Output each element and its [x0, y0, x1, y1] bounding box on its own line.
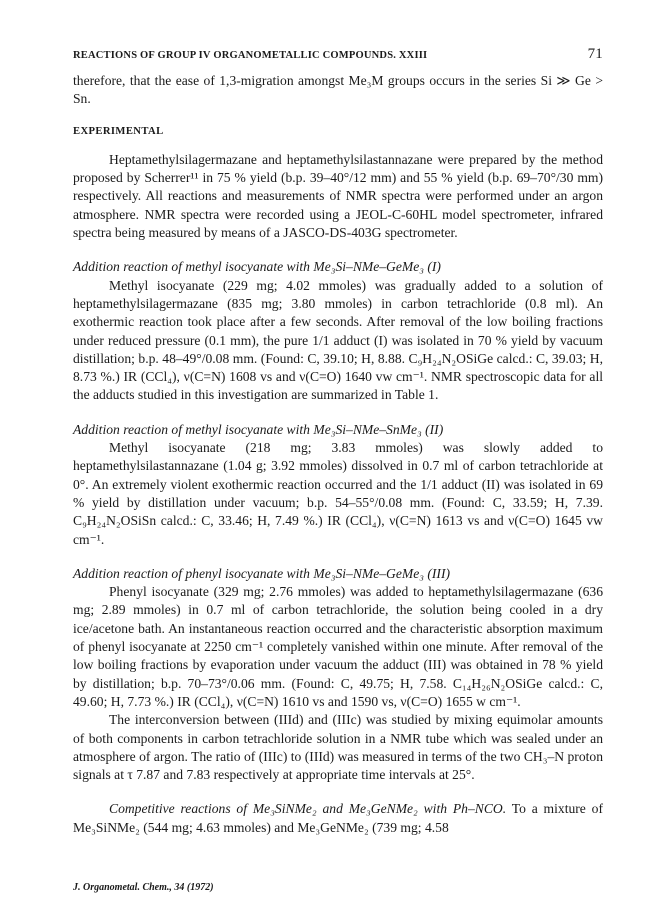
subsection-title-1: Addition reaction of methyl isocyanate with Me₃Si–NMe–GeMe₃ (I)	[73, 259, 441, 275]
article-body	[73, 72, 603, 837]
intro-paragraph: therefore, that the ease of 1,3-migration amongst Me₃M groups occurs in the series Si ≫ Ge > Sn.	[73, 73, 603, 107]
subsection-title-3: Addition reaction of phenyl isocyanate with Me₃Si–NMe–GeMe₃ (III)	[73, 565, 451, 581]
running-head	[73, 48, 603, 64]
subsection-text-3b: The interconversion between (IIId) and (IIIc) was studied by mixing equimolar amounts of both components in carbon tetrachloride solution in a NMR tube which was sealed under an atmosphere of argon. The ratio of (IIIc) to (IIId) was measured in terms of the two CH₃–N proton signals at τ 7.87 and 7.83 respectively at appropriate time intervals at 25°.	[73, 712, 603, 783]
experimental-heading: EXPERIMENTAL	[73, 125, 164, 137]
running-title: REACTIONS OF GROUP IV ORGANOMETALLIC COMPOUNDS. XXIII	[73, 50, 428, 61]
subsection-paragraph-4	[73, 800, 603, 837]
page-number: 71	[587, 46, 603, 62]
subsection-text-2: Methyl isocyanate (218 mg; 3.83 mmoles) was slowly added to heptamethylsilastannazane (1.04 g; 3.92 mmoles) dissolved in 0.7 ml of carbon tetrachloride at 0°. An extremely violent exothermic reaction occurred and the 1/1 adduct (II) was isolated in 69 % yield by distillation under vacuum; b.p. 54–55°/0.08 mm. (Found: C, 33.59; H, 7.39. C₉H₂₄N₂OSiSn calcd.: C, 33.46; H, 7.49 %.) IR (CCl₄), ν(C=N) 1613 vs and ν(C=O) 1645 vw cm⁻¹.	[73, 440, 603, 547]
subsection-title-4: Competitive reactions of Me₃SiNMe₂ and Me₃GeNMe₂ with Ph–NCO.	[109, 801, 507, 817]
subsection-text-4: To a mixture of Me₃SiNMe₂ (544 mg; 4.63 mmoles) and Me₃GeNMe₂ (739 mg; 4.58	[73, 801, 603, 835]
preparation-paragraph: Heptamethylsilagermazane and heptamethylsilastannazane were prepared by the method proposed by Scherrer¹¹ in 75 % yield (b.p. 39–40°/12 mm) and 55 % yield (b.p. 69–70°/30 mm) respectively. All reactions and measurements of NMR spectra were performed under an argon atmosphere. NMR spectra were recorded using a JEOL-C-60HL model spectrometer, infrared spectra being measured by means of a JASCO-DS-403G spectrometer.	[73, 151, 603, 241]
subsection-title-2: Addition reaction of methyl isocyanate with Me₃Si–NMe–SnMe₃ (II)	[73, 421, 444, 437]
subsection-text-3: Phenyl isocyanate (329 mg; 2.76 mmoles) was added to heptamethylsilagermazane (636 mg; 2.89 mmoles) in 0.7 ml of carbon tetrachloride, the solution being cooled in a dry ice/acetone bath. An instantaneous reaction occurred and the characteristic absorption maximum of phenyl isocyanate at 2250 cm⁻¹ completely vanished within one minute. After removal of the low boiling fractions by evaporation under vacuum the adduct (III) was obtained in 78 % yield by distillation; b.p. 70–73°/0.06 mm. (Found: C, 49.75; H, 7.58. C₁₄H₂₆N₂OSiGe calcd.: C, 49.60; H, 7.73 %.) IR (CCl₄), ν(C=N) 1610 vs and 1590 vs, ν(C=O) 1655 w cm⁻¹.	[73, 584, 603, 709]
subsection-text-1: Methyl isocyanate (229 mg; 4.02 mmoles) was gradually added to a solution of heptamethylsilagermazane (835 mg; 3.80 mmoles) in carbon tetrachloride (0.8 ml). An exothermic reaction took place after a few seconds. After removal of the low boiling fractions under reduced pressure (0.1 mm), the pure 1/1 adduct (I) was isolated in 70 % yield by vacuum distillation; b.p. 48–49°/0.08 mm. (Found: C, 39.10; H, 8.88. C₉H₂₄N₂OSiGe calcd.: C, 39.03; H, 8.73 %.) IR (CCl₄), ν(C=N) 1608 vs and ν(C=O) 1640 vw cm⁻¹. NMR spectroscopic data for all the adducts studied in this investigation are summarized in Table 1.	[73, 277, 603, 403]
journal-footer: J. Organometal. Chem., 34 (1972)	[73, 882, 214, 893]
